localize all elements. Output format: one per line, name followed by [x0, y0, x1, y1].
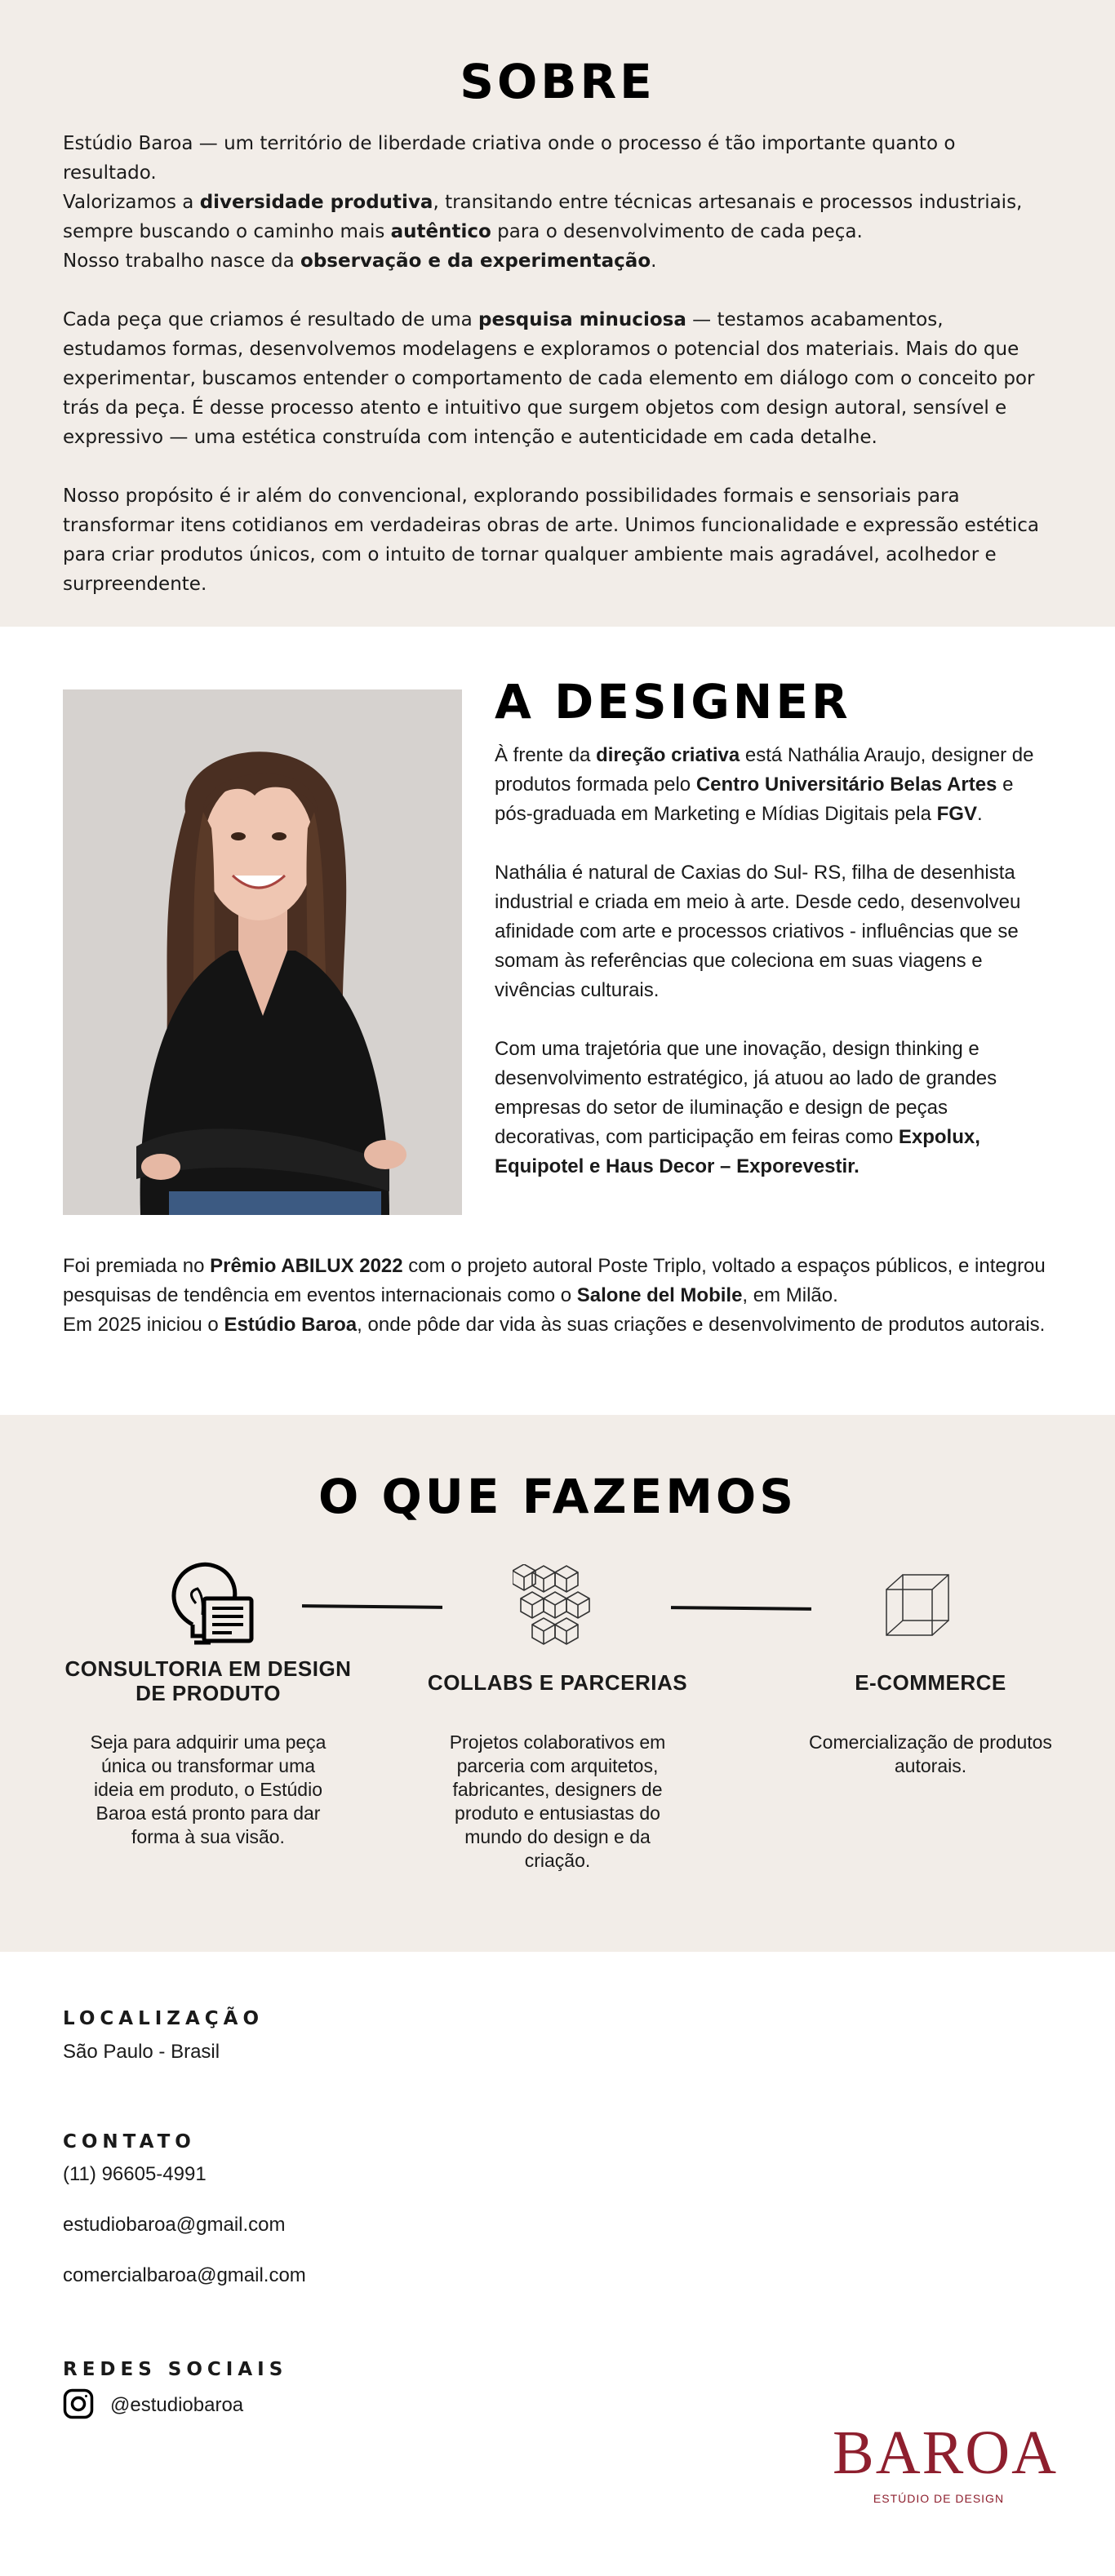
- emphasis-text: autêntico: [390, 221, 491, 242]
- designer-section: [0, 627, 1115, 1415]
- emphasis-text: Prêmio ABILUX 2022: [210, 1255, 403, 1277]
- service-desc-ecommerce: Comercialização de produtos autorais.: [809, 1731, 1052, 1776]
- emphasis-text: FGV: [936, 803, 977, 825]
- body-text: , transitando entre técnicas artesanais e processos industriais, sempre buscando o caminho mais: [63, 192, 1023, 242]
- body-text: Estúdio Baroa — um território de liberdade criativa onde o processo é tão importante quanto o resultado.: [63, 133, 956, 184]
- body-text: Cada peça que criamos é resultado de uma: [63, 309, 479, 330]
- service-desc-collabs: Projetos colaborativos em parceria com arquitetos, fabricantes, designers de produto e entusiastas do mundo do design e da criação.: [449, 1731, 666, 1871]
- contact-label: CONTATO: [63, 2131, 196, 2153]
- service-desc-consultoria: Seja para adquirir uma peça única ou transformar uma ideia em produto, o Estúdio Baroa está pronto para dar forma à sua visão.: [90, 1731, 327, 1847]
- email-comercial[interactable]: comercialbaroa@gmail.com: [63, 2264, 306, 2286]
- contact-section: [0, 1952, 1115, 2576]
- body-text: com o projeto autoral Poste Triplo, voltado a espaços públicos, e integrou pesquisas de tendência em eventos internacionais como o: [63, 1255, 1046, 1306]
- body-text: À frente da: [495, 744, 597, 766]
- sobre-paragraph-1: [63, 129, 1052, 276]
- connector-line-1: [302, 1604, 442, 1609]
- emphasis-text: direção criativa: [596, 744, 740, 766]
- cubes-cluster-icon: [513, 1564, 598, 1649]
- body-text: Nosso trabalho nasce da: [63, 251, 301, 272]
- body-text: .: [976, 803, 983, 825]
- body-text: , onde pôde dar vida às suas criações e desenvolvimento de produtos autorais.: [357, 1314, 1046, 1336]
- body-text: para o desenvolvimento de cada peça.: [491, 221, 863, 242]
- instagram-link[interactable]: [63, 2388, 243, 2423]
- body-text: Com uma trajetória que une inovação, design thinking e desenvolvimento estratégico, já atuou ao lado de grandes empresas do setor de iluminação e design de peças decorativas, com participação em feiras como: [495, 1038, 997, 1148]
- designer-paragraph-3: [495, 1035, 1050, 1182]
- body-text: Em 2025 iniciou o: [63, 1314, 224, 1336]
- service-title-ecommerce: E-COMMERCE: [855, 1670, 1006, 1695]
- lightbulb-document-icon: [162, 1558, 255, 1655]
- designer-portrait-photo: [63, 689, 462, 1215]
- logo-tagline: ESTÚDIO DE DESIGN: [873, 2492, 1005, 2505]
- body-text: Valorizamos a: [63, 192, 200, 213]
- designer-paragraph-1: [495, 741, 1050, 829]
- body-text: está Nathália Araujo, designer de produtos formada pelo: [495, 744, 1034, 796]
- instagram-icon: [63, 2388, 94, 2423]
- location-label: LOCALIZAÇÃO: [63, 2008, 264, 2029]
- fazemos-title: O QUE FAZEMOS: [318, 1469, 797, 1524]
- body-text: , em Milão.: [742, 1284, 838, 1306]
- designer-title: A DESIGNER: [495, 674, 851, 729]
- designer-text-column: [495, 669, 1050, 1182]
- sobre-section: [0, 0, 1115, 627]
- emphasis-text: pesquisa minuciosa: [478, 309, 686, 330]
- emphasis-text: Estúdio Baroa: [224, 1314, 358, 1336]
- service-title-consultoria: CONSULTORIA EM DESIGN DE PRODUTO: [64, 1656, 352, 1705]
- emphasis-text: Expolux, Equipotel e Haus Decor – Exporevestir.: [495, 1126, 980, 1177]
- phone-number[interactable]: (11) 96605-4991: [63, 2163, 207, 2185]
- sobre-title: SOBRE: [460, 54, 655, 109]
- location-value: São Paulo - Brasil: [63, 2041, 220, 2063]
- designer-paragraph-2: [495, 858, 1050, 1005]
- email-estudio[interactable]: estudiobaroa@gmail.com: [63, 2214, 286, 2236]
- body-text: Nathália é natural de Caxias do Sul- RS, filha de desenhista industrial e criada em meio à arte. Desde cedo, desenvolveu afinidade com arte e processos criativos - influências que se somam às referências que coleciona em suas viagens e vivências culturais.: [495, 862, 1021, 1001]
- sobre-paragraph-2: [63, 305, 1052, 452]
- social-label: REDES SOCIAIS: [63, 2359, 288, 2380]
- emphasis-text: Centro Universitário Belas Artes: [695, 774, 997, 796]
- body-text: .: [651, 251, 657, 272]
- logo-wordmark: BAROA: [833, 2419, 1059, 2487]
- emphasis-text: Salone del Mobile: [576, 1284, 743, 1306]
- body-text: — testamos acabamentos, estudamos formas, desenvolvemos modelagens e exploramos o potencial dos materiais. Mais do que experimentar, buscamos entender o comportamento de cada elemento em diálogo com o conceito por trás da peça. É desse processo atento e intuitivo que surgem objetos com design autoral, sensível e expressivo — uma estética construída com intenção e autenticidade em cada detalhe.: [63, 309, 1035, 448]
- service-title-collabs: COLLABS E PARCERIAS: [427, 1670, 688, 1695]
- connector-line-2: [671, 1606, 811, 1611]
- instagram-handle: @estudiobaroa: [110, 2394, 244, 2416]
- designer-paragraph-4: [63, 1252, 1059, 1340]
- fazemos-section: [0, 1415, 1115, 1952]
- emphasis-text: diversidade produtiva: [199, 192, 433, 213]
- body-text: Nosso propósito é ir além do convencional, explorando possibilidades formais e sensoriais para transformar itens cotidianos em verdadeiras obras de arte. Unimos funcionalidade e expressão estética para criar produtos únicos, com o intuito de tornar qualquer ambiente mais agradável, acolhedor e surpreendente.: [63, 485, 1040, 595]
- emphasis-text: observação e da experimentação: [300, 251, 651, 272]
- wireframe-cube-icon: [883, 1572, 952, 1643]
- body-text: e pós-graduada em Marketing e Mídias Digitais pela: [495, 774, 1014, 825]
- body-text: Foi premiada no: [63, 1255, 211, 1277]
- baroa-logo: [833, 2419, 1059, 2505]
- sobre-paragraph-3: [63, 481, 1052, 599]
